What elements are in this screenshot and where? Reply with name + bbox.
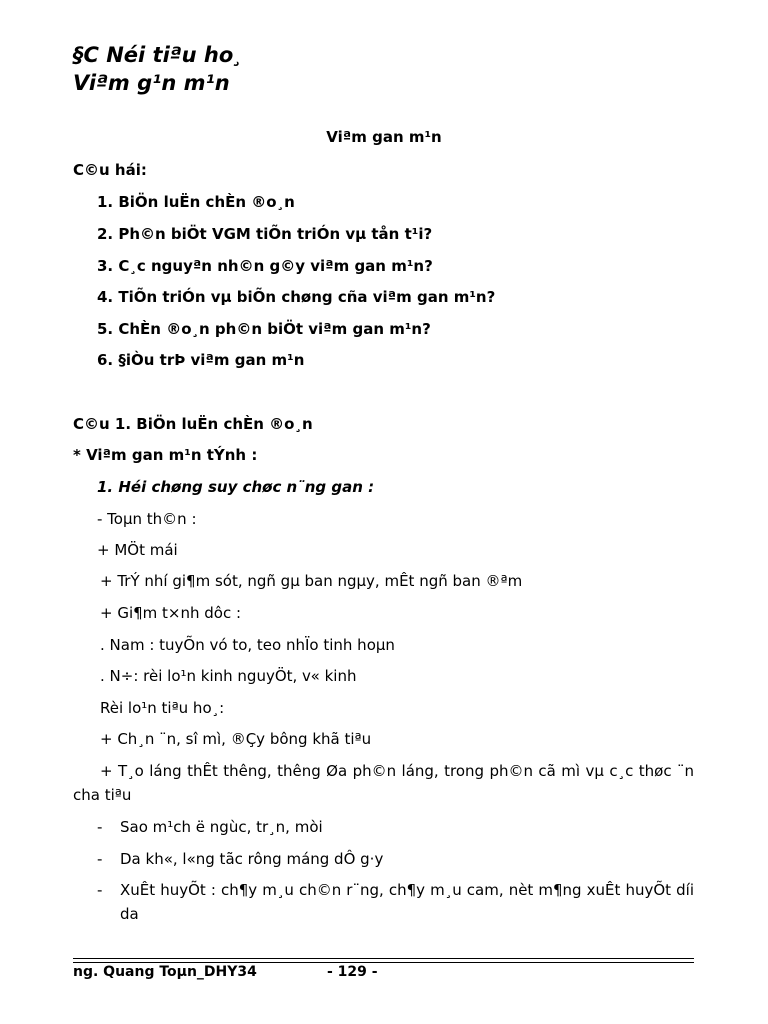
page-number: - 129 - [327,964,378,980]
question-item: 4. TiÕn triÓn vµ biÕn chøng cña viªm gan m¹n? [97,288,496,306]
syndrome-title: 1. Héi chøng suy chøc n¨ng gan : [97,478,375,496]
body-line: Da kh«, l«ng tãc rông máng dÔ g·y [120,850,384,868]
question-item: 2. Ph©n biÖt VGM tiÕn triÓn vµ tån t¹i? [97,225,433,243]
bullet-dash: - [97,818,103,836]
footer-author: ng. Quang Toµn_DHY34 [73,964,257,980]
question-item: 5. ChÈn ®o¸n ph©n biÖt viªm gan m¹n? [97,320,431,338]
body-line: + TrÝ nhí gi¶m sót, ngñ gµ ban ngµy, mÊt ngñ ban ®ªm [100,572,523,590]
body-line: + Ch¸n ¨n, sî mì, ®Çy bông khã tiªu [100,730,372,748]
header-title-1: §C Néi tiªu ho¸ [73,43,244,67]
document-title: Viªm gan m¹n [326,128,442,146]
questions-label: C©u hái: [73,161,147,179]
body-line: + Gi¶m t×nh dôc : [100,604,242,622]
footer-rule-bottom [73,962,694,963]
body-line: - Toµn th©n : [97,510,197,528]
body-line: Sao m¹ch ë ngùc, tr¸n, mòi [120,818,323,836]
body-paragraph: XuÊt huyÕt : ch¶y m¸u ch©n r¨ng, ch¶y m¸u cam, nèt m¶ng xuÊt huyÕt díi da [120,881,694,923]
bullet-dash: - [97,881,103,899]
question-item: 6. §iÒu trÞ viªm gan m¹n [97,351,305,369]
section-title: C©u 1. BiÖn luËn chÈn ®o¸n [73,415,313,433]
question-item: 1. BiÖn luËn chÈn ®o¸n [97,193,295,211]
footer-rule-top [73,958,694,959]
question-item: 3. C¸c nguyªn nh©n g©y viªm gan m¹n? [97,257,433,275]
bullet-dash: - [97,850,103,868]
body-paragraph: + T¸o láng thÊt thêng, thêng Øa ph©n láng, trong ph©n cã mì vµ c¸c thøc ¨n cha tiªu [73,762,694,804]
body-line: + MÖt mái [97,541,178,559]
body-line: Rèi lo¹n tiªu ho¸: [100,699,225,717]
header-title-2: Viªm g¹n m¹n [73,71,230,95]
body-line: . Nam : tuyÕn vó to, teo nhÏo tinh hoµn [100,636,395,654]
subsection-title: * Viªm gan m¹n tÝnh : [73,446,258,464]
body-line: . N÷: rèi lo¹n kinh nguyÖt, v« kinh [100,667,357,685]
